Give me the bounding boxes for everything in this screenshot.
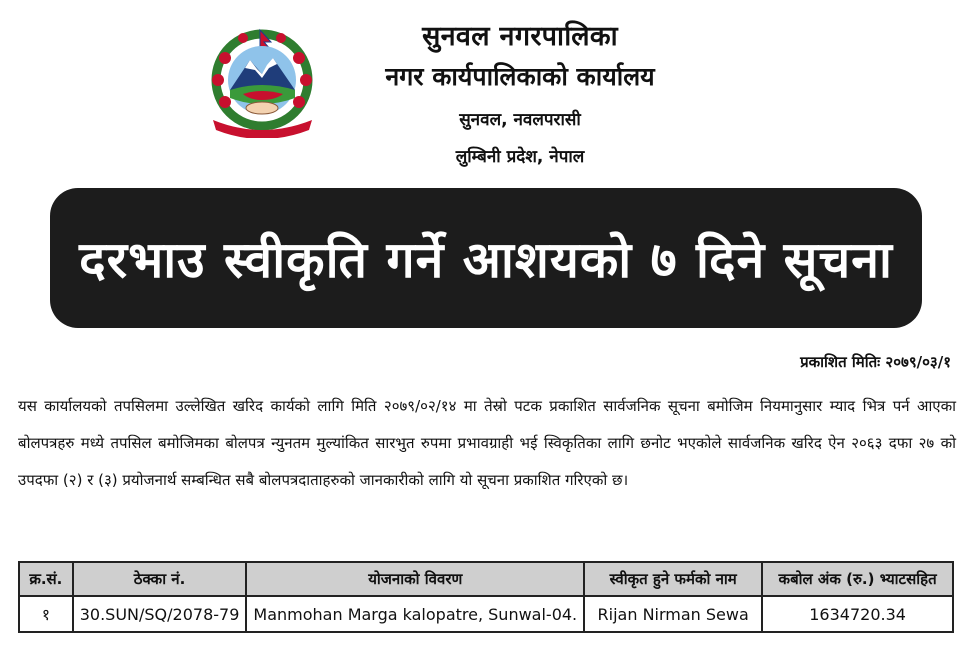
table-header-row: [19, 562, 953, 596]
header-contract-no: ठेक्का नं.: [73, 562, 247, 596]
header-bid-amount: कबोल अंक (रु.) भ्याटसहित: [762, 562, 953, 596]
notice-header: [0, 0, 971, 180]
office-province: लुम्बिनी प्रदेश, नेपाल: [455, 147, 585, 167]
published-date: प्रकाशित मितिः २०७९/०३/१: [800, 353, 951, 371]
bid-acceptance-table: [18, 561, 954, 633]
office-name: नगर कार्यपालिकाको कार्यालय: [385, 62, 655, 91]
municipality-name: सुनवल नगरपालिका: [422, 21, 618, 52]
notice-body: यस कार्यालयको तपसिलमा उल्लेखित खरिद कार्यको लागि मिति २०७९/०२/१४ मा तेस्रो पटक प्रकाशित सार्वजनिक सूचना बमोजिम नियमानुसार म्याद भित्र पर्न आएका बोलपत्रहरु मध्ये तपसिल बमोजिमका बोलपत्र न्युनतम मुल्यांकित सारभुत रुपमा प्रभावग्राही भई स्विकृतिका लागि छनोट भएकोले सार्वजनिक खरिद ऐन २०६३ दफा २७ को उपदफा (२) र (३) प्रयोजनार्थ सम्बन्धित सबै बोलपत्रदाताहरुको जानकारीको लागि यो सूचना प्रकाशित गरिएको छ।: [18, 397, 956, 489]
office-location: सुनवल, नवलपरासी: [459, 110, 581, 130]
cell-project-description: Manmohan Marga kalopatre, Sunwal-04.: [246, 596, 584, 632]
cell-firm-name: Rijan Nirman Sewa: [584, 596, 762, 632]
notice-title-banner: [50, 188, 922, 328]
notice-title: दरभाउ स्वीकृति गर्ने आशयको ७ दिने सूचना: [79, 231, 893, 289]
table-row: [19, 596, 953, 632]
header-project-description: योजनाको विवरण: [246, 562, 584, 596]
cell-bid-amount: 1634720.34: [762, 596, 953, 632]
cell-serial: १: [19, 596, 73, 632]
header-serial: क्र.सं.: [19, 562, 73, 596]
cell-contract-no: 30.SUN/SQ/2078-79: [73, 596, 247, 632]
header-firm-name: स्वीकृत हुने फर्मको नाम: [584, 562, 762, 596]
